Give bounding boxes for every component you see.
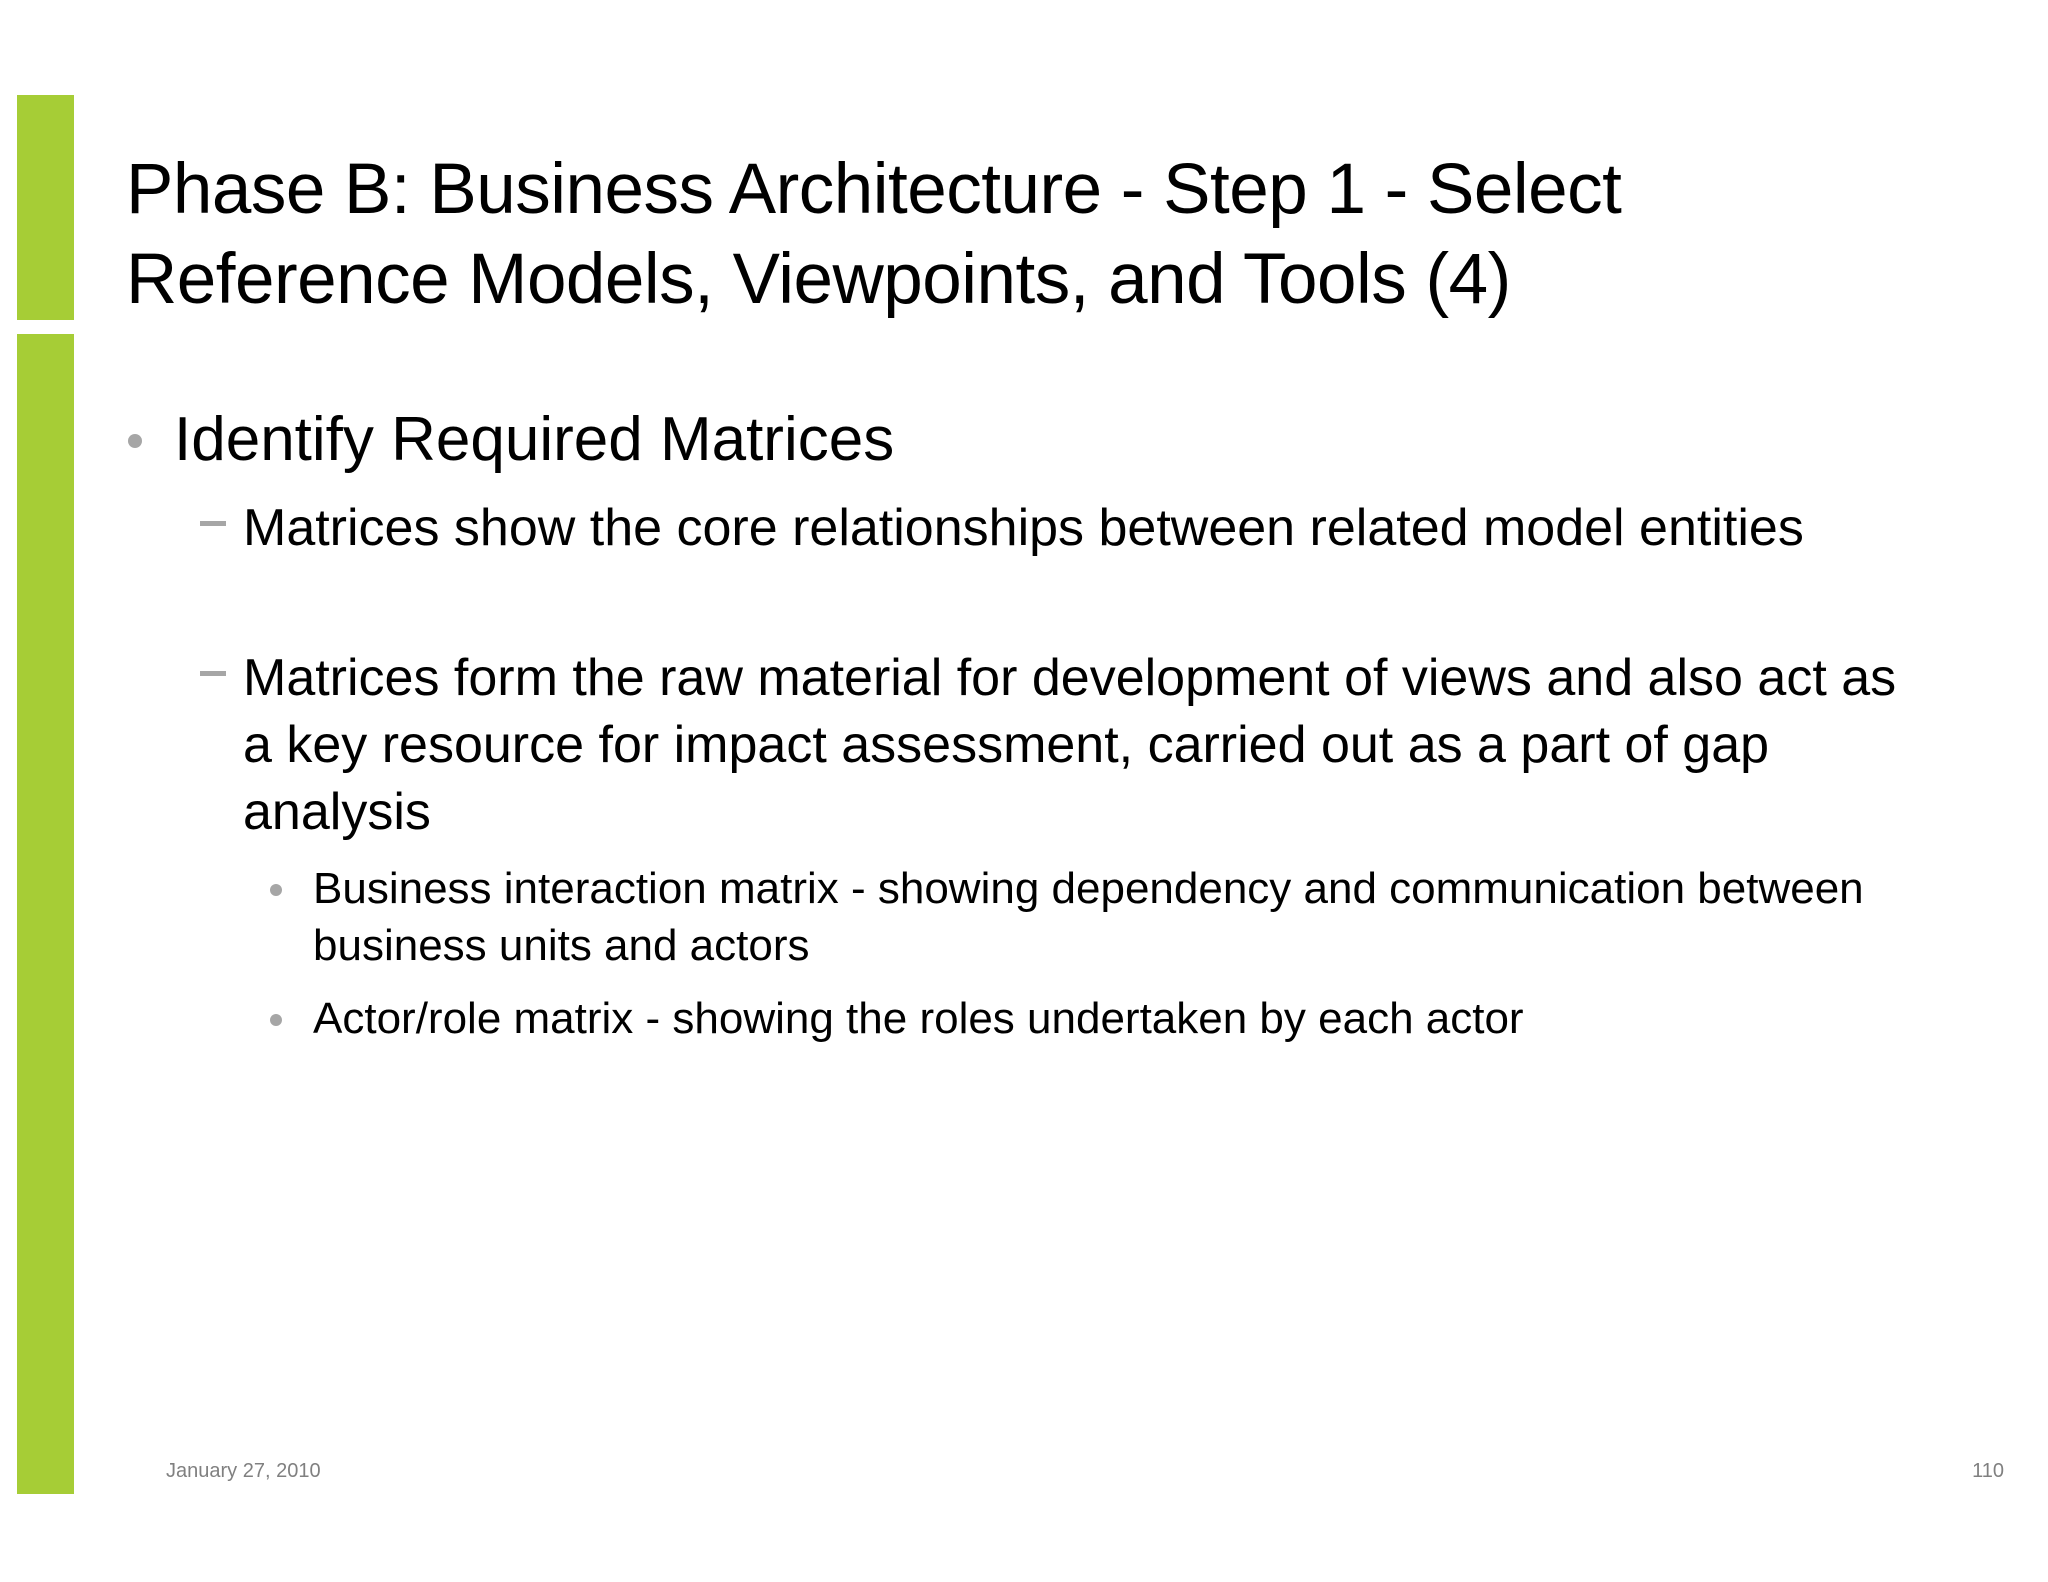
sub-bullet-text: Matrices show the core relationships between related model entities xyxy=(243,499,1804,557)
footer-date: January 27, 2010 xyxy=(166,1460,321,1482)
sub-bullet-text: Matrices form the raw material for development of views and also act as a key resource for impact assessment, carried out as a part of gap analysis xyxy=(243,649,1897,841)
bullet-text: Identify Required Matrices xyxy=(174,405,895,474)
bullet-dot-icon xyxy=(270,884,282,896)
bullet-dot-icon xyxy=(128,434,142,448)
sub-sub-bullet-text: Actor/role matrix - showing the roles undertaken by each actor xyxy=(313,994,1524,1043)
dash-icon xyxy=(200,671,226,676)
slide-title-line-2: Reference Models, Viewpoints, and Tools (4) xyxy=(126,240,1511,319)
dash-icon xyxy=(200,521,226,526)
bullet-dot-icon xyxy=(270,1014,282,1026)
page-number: 110 xyxy=(1972,1460,2004,1482)
slide-title-line-1: Phase B: Business Architecture - Step 1 - Select xyxy=(126,150,1622,229)
sub-sub-bullet-text: Business interaction matrix - showing dependency and communication between business units and actors xyxy=(313,864,1864,970)
